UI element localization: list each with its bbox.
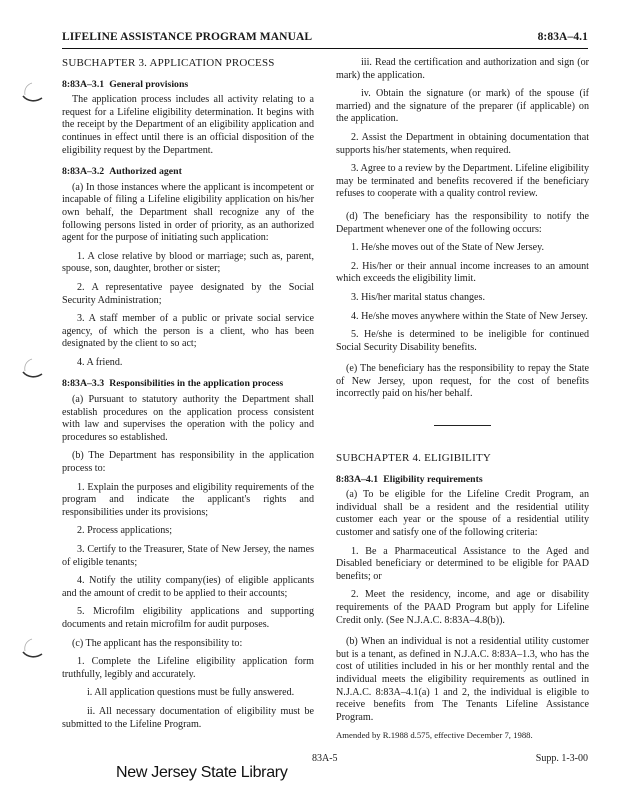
paragraph: (b) When an individual is not a residential utility customer but is a tenant, as defined in N.J.A.C. 8:83A–1.3, who has the cost of utilities included in his or her monthly rental and the individual meets the eligibility requirements as outlined in N.J.A.C. 8:83A–4.1(a) 1 and 2, the individual is eligible to receive benefits from The Tenants Lifeline Assistance Program. — [336, 636, 589, 723]
paragraph: (c) The applicant has the responsibility to: — [72, 637, 243, 649]
list-item: 3. A staff member of a public or private social service agency, of which the person is a client, who has been designated by the client to so act; — [62, 313, 314, 350]
paragraph: (d) The beneficiary has the responsibility to notify the Department whenever one of the following occurs: — [336, 210, 589, 235]
list-item: 1. Complete the Lifeline eligibility application form truthfully, legibly and accurately. — [62, 656, 314, 680]
paragraph: (a) Pursuant to statutory authority the Department shall establish procedures on the application process consistent with law and supervises the operation with the policy and procedures so established. — [62, 394, 314, 443]
subchapter-4-heading: SUBCHAPTER 4. ELIGIBILITY — [336, 452, 492, 465]
section-heading-3-1: 8:83A–3.1 General provisions — [62, 78, 189, 90]
section-heading-3-2: 8:83A–3.2 Authorized agent — [62, 166, 182, 178]
paragraph: (a) In those instances where the applicant is incompetent or incapable of filing a Lifeline eligibility application on his/her own behalf, the Department shall recognize any of the following persons listed in order of priority, as an authorized agent for the purpose of initiating such application: — [62, 181, 314, 244]
list-item: 1. Be a Pharmaceutical Assistance to the Aged and Disabled beneficiary or determined to be eligible for PAAD benefits; or — [336, 545, 589, 582]
paragraph: (b) The Department has responsibility in the application process to: — [62, 450, 314, 475]
list-item: 3. Certify to the Treasurer, State of New Jersey, the names of eligible tenants; — [62, 544, 314, 568]
section-divider — [434, 425, 491, 426]
list-item: iii. Read the certification and authorization and sign (or mark) the application. — [336, 57, 589, 81]
paragraph: (e) The beneficiary has the responsibility to repay the State of New Jersey, upon request, for the cost of benefits incorrectly paid on his/her behalf. — [336, 363, 589, 400]
list-item: 3. His/her marital status changes. — [351, 291, 485, 303]
binder-hole-mark — [18, 636, 48, 664]
section-heading-3-3: 8:83A–3.3 Responsibilities in the application process — [62, 378, 284, 390]
manual-title: LIFELINE ASSISTANCE PROGRAM MANUAL — [62, 31, 313, 43]
subchapter-3-heading: SUBCHAPTER 3. APPLICATION PROCESS — [62, 57, 275, 69]
paragraph: The application process includes all activity relating to a request for a Lifeline eligibility determination. It begins with the receipt by the Department of an eligibility application and continues in effect until there is an official disposition of the eligibility request by the Department. — [62, 94, 314, 156]
section-heading-4-1: 8:83A–4.1 Eligibility requirements — [336, 473, 483, 485]
list-item: 5. He/she is determined to be ineligible for continued Social Security Disability benefits. — [336, 329, 589, 353]
supplement-date: Supp. 1-3-00 — [535, 753, 588, 764]
right-column — [336, 57, 589, 741]
list-item: 4. A friend. — [77, 356, 123, 368]
amendment-note: Amended by R.1988 d.575, effective December 7, 1988. — [336, 730, 533, 741]
page-header — [62, 31, 588, 43]
list-item: 2. A representative payee designated by the Social Security Administration; — [62, 281, 314, 306]
list-item: 4. Notify the utility company(ies) of eligible applicants and the amount of credit to be applied to their accounts; — [62, 575, 314, 599]
left-column — [62, 57, 314, 737]
list-item: 1. A close relative by blood or marriage; such as, parent, spouse, son, daughter, brother or sister; — [62, 250, 314, 275]
list-item: 2. Meet the residency, income, and age or disability requirements of the PAAD Program but apply for Lifeline Credit only. (See N.J.A.C. 8:83A–4.8(b)). — [336, 589, 589, 626]
binder-hole-mark — [18, 80, 48, 108]
library-stamp: New Jersey State Library — [116, 764, 288, 781]
list-item: 2. Process applications; — [77, 525, 173, 537]
list-item: 2. His/her or their annual income increases to an amount which exceeds the eligibility limit. — [336, 260, 589, 285]
section-number: 8:83A–4.1 — [537, 31, 588, 43]
paragraph: (a) To be eligible for the Lifeline Credit Program, an individual shall be a resident and the residential utility customer each year or the spouse of a residential utility customer and satisfy one of the following criteria: — [336, 489, 589, 539]
binder-hole-mark — [18, 356, 48, 384]
page-number: 83A-5 — [312, 753, 338, 764]
header-rule — [62, 48, 588, 49]
list-item: 1. Explain the purposes and eligibility requirements of the program and indicate the applicant's rights and responsibilities under its provisions; — [62, 481, 314, 518]
list-item: 1. He/she moves out of the State of New Jersey. — [351, 242, 545, 254]
list-item: 2. Assist the Department in obtaining documentation that supports his/her statements, when required. — [336, 131, 589, 156]
list-item: i. All application questions must be fully answered. — [87, 687, 295, 699]
list-item: 4. He/she moves anywhere within the State of New Jersey. — [351, 310, 588, 322]
list-item: 3. Agree to a review by the Department. Lifeline eligibility may be terminated and benefits recovered if the beneficiary refuses to cooperate with a quality control review. — [336, 163, 589, 200]
list-item: 5. Microfilm eligibility applications and supporting documents and retain microfilm for audit purposes. — [62, 606, 314, 630]
list-item: ii. All necessary documentation of eligibility must be submitted to the Lifeline Program. — [62, 705, 314, 730]
list-item: iv. Obtain the signature (or mark) of the spouse (if married) and the signature of the preparer (if applicable) on the application. — [336, 88, 589, 125]
